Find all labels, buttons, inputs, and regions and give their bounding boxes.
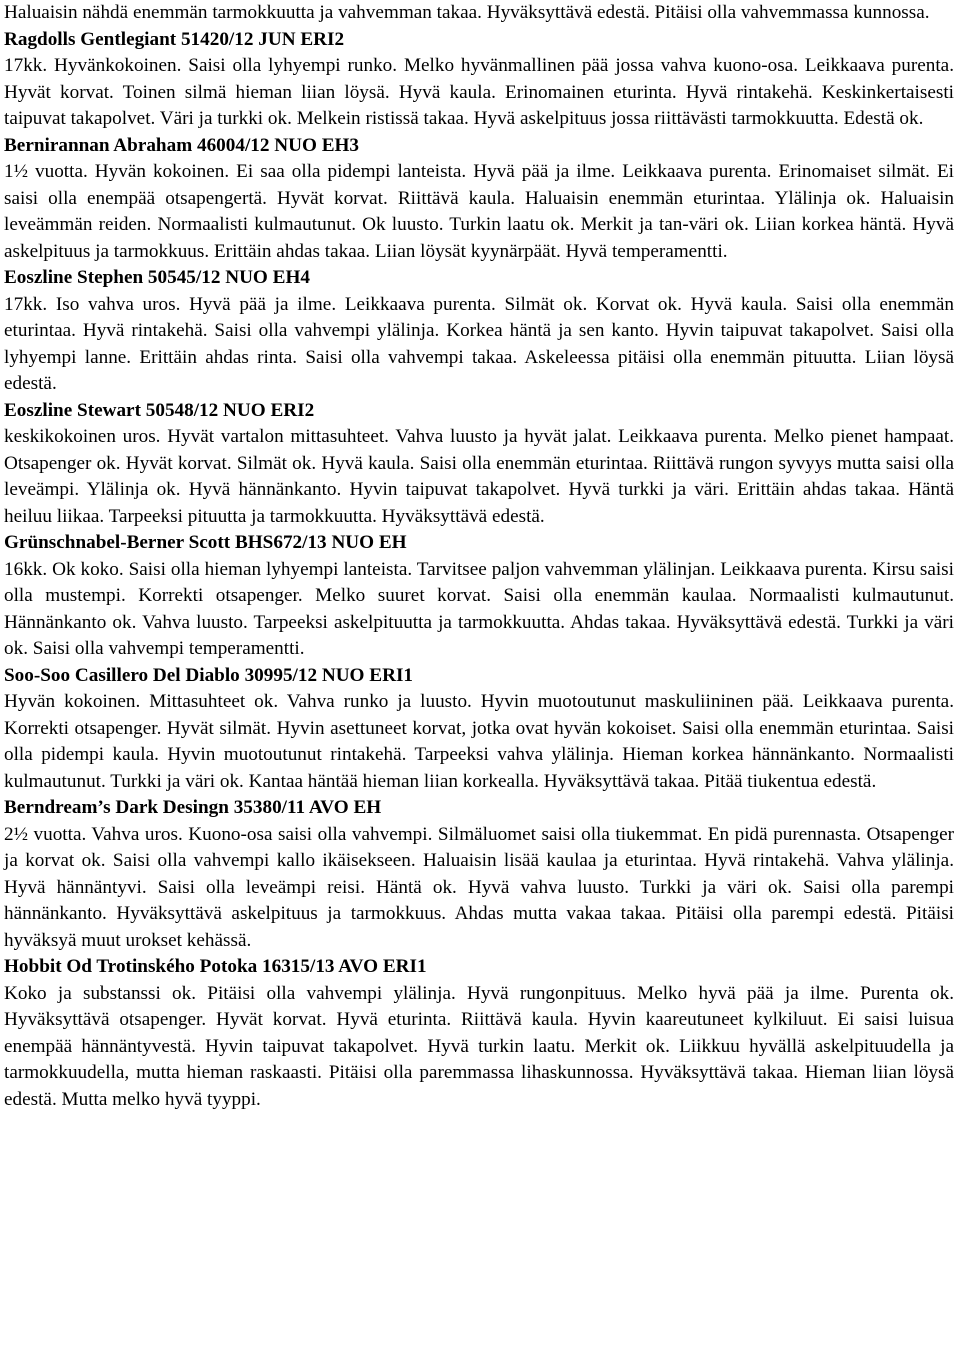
dog-heading: Ragdolls Gentlegiant 51420/12 JUN ERI2	[4, 28, 345, 50]
critique-text: 17kk. Hyvänkokoinen. Saisi olla lyhyempi runko. Melko hyvänmallinen pää jossa vahva kuono-osa. Leikkaava purenta. Hyvät korvat. Toinen silmä hieman liian löysä. Hyvä kaula. Erinomainen eturinta. Hyvä rintakehä. Keskinkertaisesti taipuvat takapolvet. Väri ja turkki ok. Melkein ristissä takaa. Hyvä askelpituus jossa riittävästi tarmokkuutta. Edestä ok.	[4, 55, 954, 129]
dog-heading: Hobbit Od Trotinského Potoka 16315/13 AVO ERI1	[4, 956, 427, 977]
critique-text: 2½ vuotta. Vahva uros. Kuono-osa saisi olla vahvempi. Silmäluomet saisi olla tiukemmat. En pidä purennasta. Otsapenger ja korvat ok. Saisi olla vahvempi kallo ikäisekseen. Haluaisin lisää kaulaa ja eturintaa. Hyvä rintakehä. Vahva ylälinja. Hyvä hännäntyvi. Saisi olla leveämpi reisi. Häntä ok. Hyvä vahva luusto. Turkki ja väri ok. Saisi olla parempi hännänkanto. Hyväksyttävä askelpituus ja tarmokkuus. Ahdas mutta vakaa takaa. Pitäisi olla parempi edestä. Pitäisi hyväksyä muut urokset kehässä.	[4, 823, 954, 951]
dog-heading: Grünschnabel-Berner Scott BHS672/13 NUO EH	[4, 532, 407, 553]
critique-text: Hyvän kokoinen. Mittasuhteet ok. Vahva runko ja luusto. Hyvin muotoutunut maskuliininen pää. Leikkaava purenta. Korrekti otsapenger. Hyvät silmät. Hyvin asettuneet korvat, jotka ovat hyvän kokoiset. Saisi olla enemmän eturintaa. Saisi olla pidempi kaula. Hyvin muotoutunut rintakehä. Tarpeeksi vahva ylälinja. Hieman korkea hännänkanto. Normaalisti kulmautunut. Turkki ja väri ok. Kantaa häntää hieman liian korkealla. Hyväksyttävä takaa. Pitää tiukentua edestä.	[4, 691, 954, 792]
dog-heading: Eoszline Stewart 50548/12 NUO ERI2	[4, 399, 315, 421]
critique-document	[4, 0, 954, 1113]
critique-text: Koko ja substanssi ok. Pitäisi olla vahvempi ylälinja. Hyvä rungonpituus. Melko hyvä pää ja ilme. Purenta ok. Hyväksyttävä otsapenger. Hyvät korvat. Hyvä eturinta. Riittävä kaula. Hyvin kaareutuneet kylkiluut. Ei saisi luisua enempää hännäntyvestä. Hyvin taipuvat takapolvet. Hyvä turkin laatu. Merkit ok. Liikkuu hyvällä askelpituudella ja tarmokkuudella, mutta hieman raskaasti. Pitäisi olla paremmassa lihaskunnossa. Hyväksyttävä takaa. Hieman liian löysä edestä. Mutta melko hyvä tyyppi.	[4, 982, 954, 1110]
critique-text: keskikokoinen uros. Hyvät vartalon mittasuhteet. Vahva luusto ja hyvät jalat. Leikkaava purenta. Melko pienet hampaat. Otsapenger ok. Hyvät korvat. Silmät ok. Hyvä kaula. Saisi olla enemmän eturintaa. Riittävä rungon syvyys mutta saisi olla leveämpi. Ylälinja ok. Hyvä hännänkanto. Hyvin taipuvat takapolvet. Hyvä turkki ja väri. Erittäin ahdas takaa. Häntä heiluu liikaa. Tarpeeksi pituutta ja tarmokkuutta. Hyväksyttävä edestä.	[4, 426, 954, 527]
critique-text-intro: Haluaisin nähdä enemmän tarmokkuutta ja vahvemman takaa. Hyväksyttävä edestä. Pitäisi olla vahvemmassa kunnossa.	[4, 2, 930, 23]
critique-text: 1½ vuotta. Hyvän kokoinen. Ei saa olla pidempi lanteista. Hyvä pää ja ilme. Leikkaava purenta. Erinomaiset silmät. Ei saisi olla enempää otsapengertä. Hyvät korvat. Riittävä kaula. Haluaisin enemmän eturintaa. Ylälinja ok. Haluaisin leveämmän reiden. Normaalisti kulmautunut. Ok luusto. Turkin laatu ok. Merkit ja tan-väri ok. Liian korkea häntä. Hyvä askelpituus ja tarmokkuus. Erittäin ahdas takaa. Liian löysät kyynärpäät. Hyvä temperamentti.	[4, 161, 954, 262]
critique-text: 17kk. Iso vahva uros. Hyvä pää ja ilme. Leikkaava purenta. Silmät ok. Korvat ok. Hyvä kaula. Saisi olla enemmän eturintaa. Hyvä rintakehä. Saisi olla vahvempi ylälinja. Korkea häntä ja sen kanto. Hyvin taipuvat takapolvet. Saisi olla lyhyempi lanne. Erittäin ahdas rinta. Saisi olla vahvempi takaa. Askeleessa pitäisi olla enemmän pituutta. Liian löysä edestä.	[4, 293, 954, 394]
critique-text: 16kk. Ok koko. Saisi olla hieman lyhyempi lanteista. Tarvitsee paljon vahvemman ylälinjan. Leikkaava purenta. Kirsu saisi olla mustempi. Korrekti otsapenger. Melko suuret korvat. Saisi olla enemmän kaulaa. Normaalisti kulmautunut. Hännänkanto ok. Vahva luusto. Tarpeeksi askelpituutta ja tarmokkuutta. Ahdas takaa. Hyväksyttävä edestä. Turkki ja väri ok. Saisi olla vahvempi temperamentti.	[4, 558, 954, 659]
dog-heading: Berndream’s Dark Desingn 35380/11 AVO EH	[4, 797, 382, 818]
dog-heading: Bernirannan Abraham 46004/12 NUO EH3	[4, 134, 360, 156]
dog-heading: Eoszline Stephen 50545/12 NUO EH4	[4, 267, 310, 288]
dog-heading: Soo-Soo Casillero Del Diablo 30995/12 NUO ERI1	[4, 664, 413, 686]
